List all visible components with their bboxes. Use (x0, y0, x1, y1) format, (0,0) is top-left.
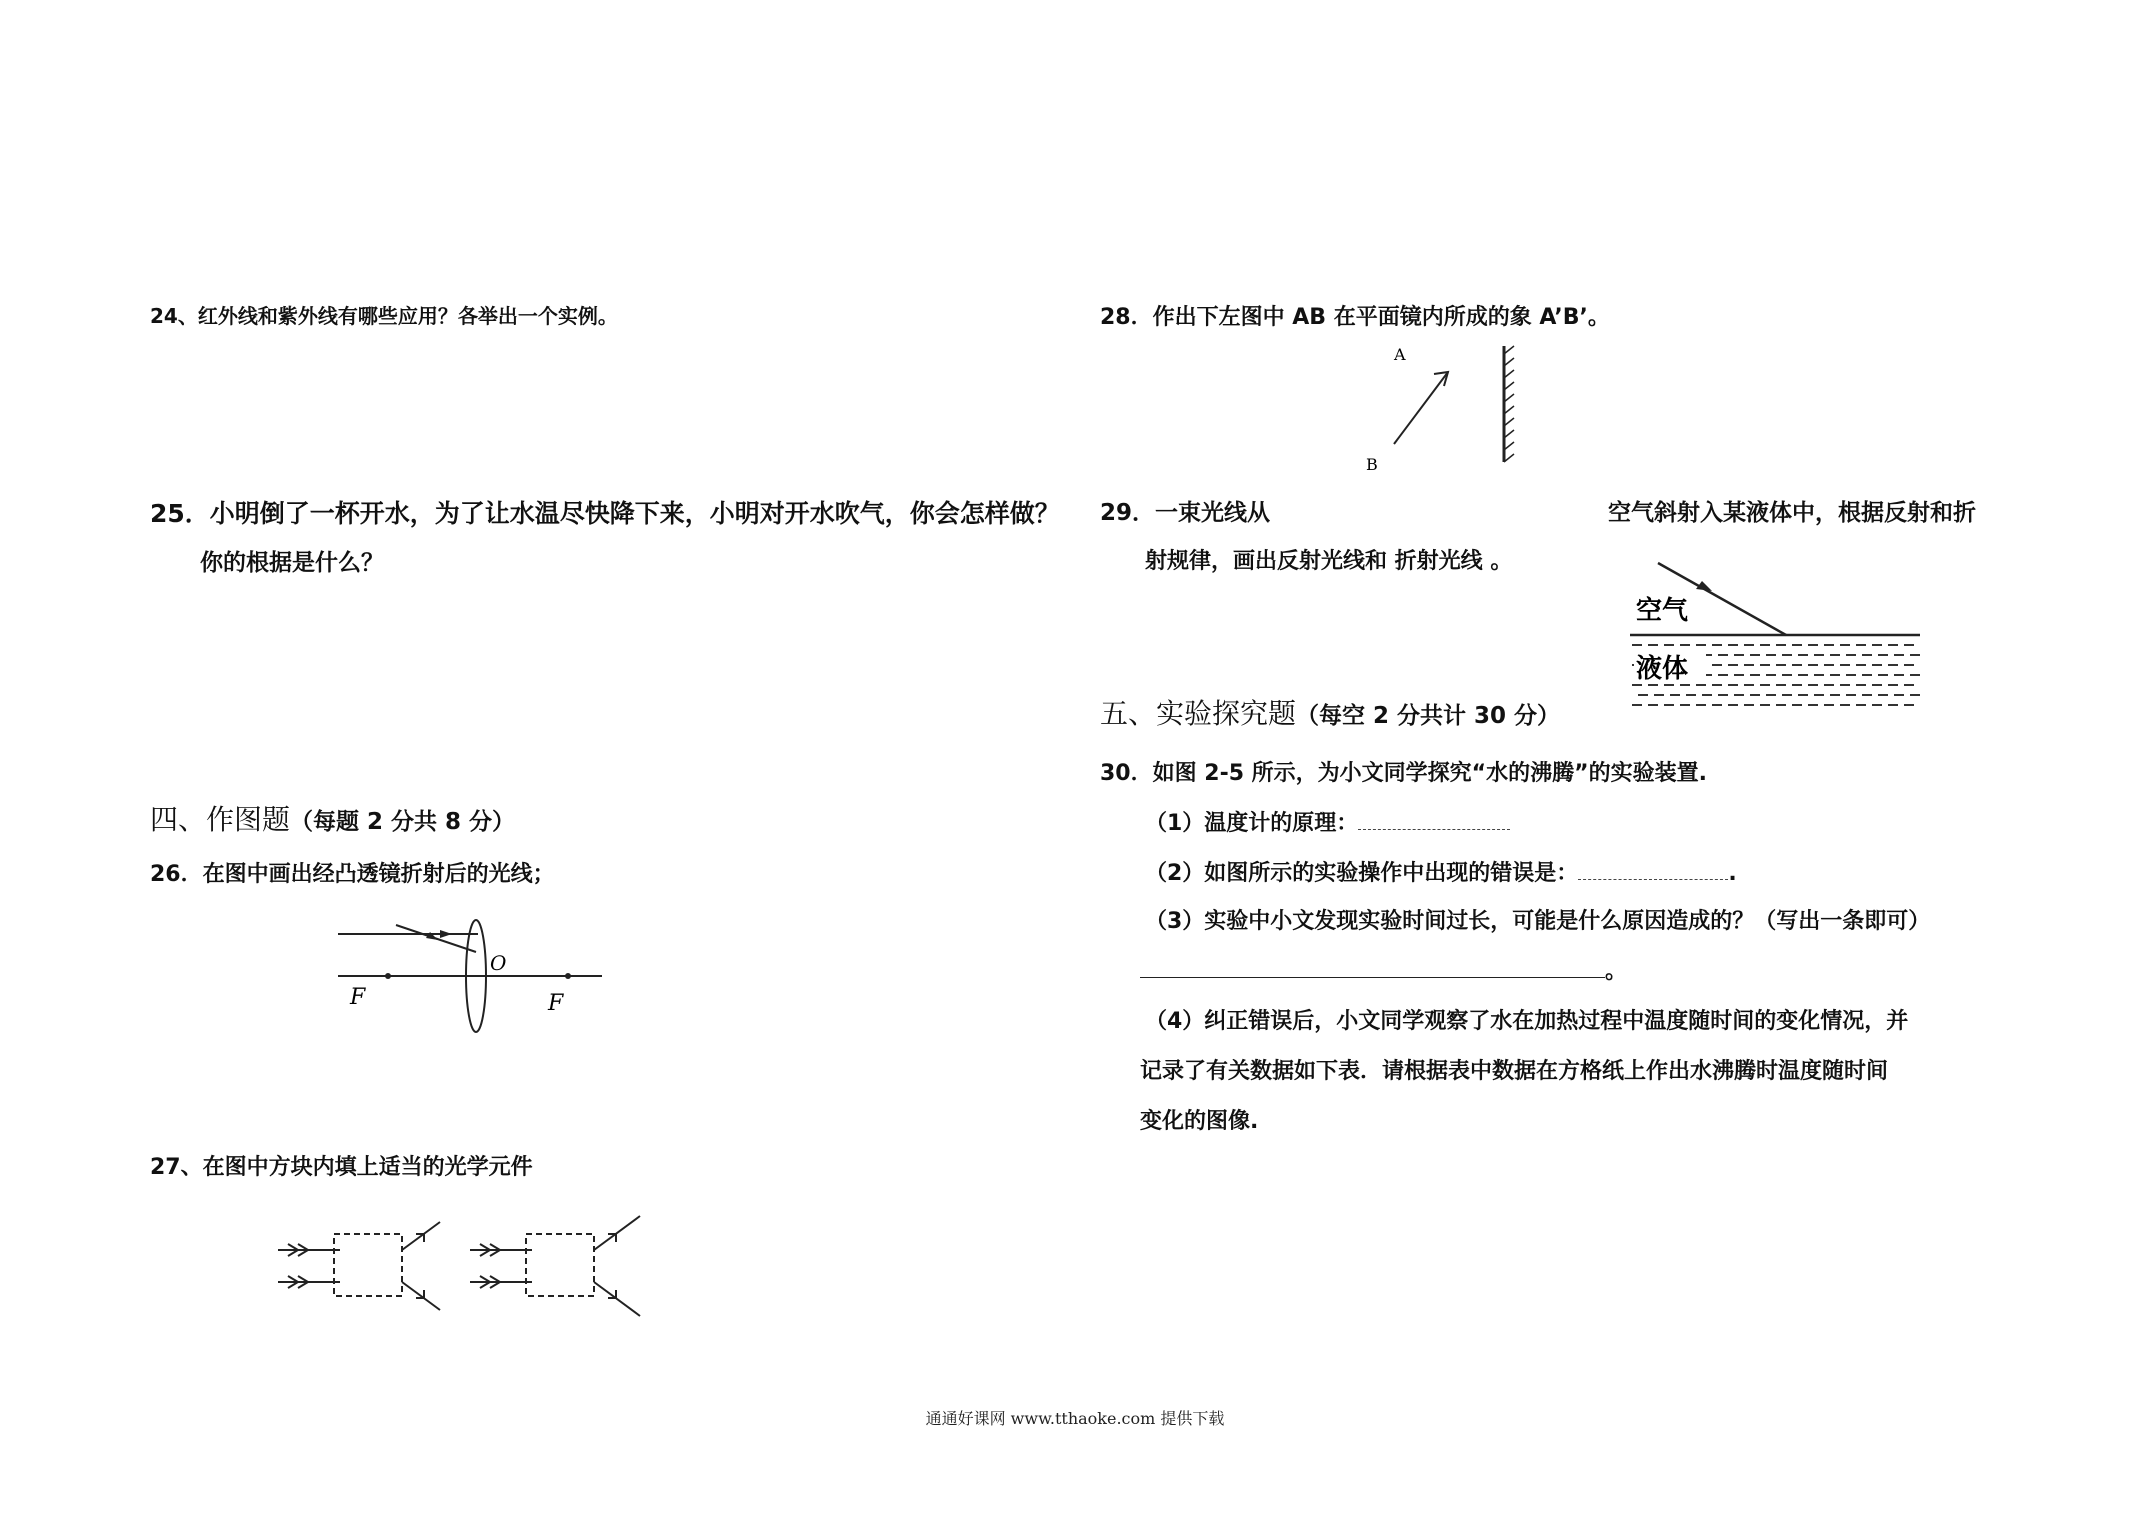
section-5-points: （每空 2 分共计 30 分） (1296, 703, 1561, 729)
question-30-1 (1145, 806, 1510, 837)
label-f-left: F (350, 985, 366, 1010)
box-diagram-2 (470, 1216, 640, 1316)
question-28: 28．作出下左图中 AB 在平面镜内所成的象 A’B’。 (1100, 305, 1610, 330)
label-b: B (1366, 455, 1378, 474)
question-30-3: （3）实验中小文发现实验时间过长，可能是什么原因造成的？（写出一条即可） (1145, 909, 1931, 934)
question-27: 27、在图中方块内填上适当的光学元件 (150, 1155, 533, 1180)
section-5-heading (1100, 692, 1560, 732)
question-30-2-text: （2）如图所示的实验操作中出现的错误是： (1145, 861, 1579, 886)
page-footer: 通通好课网 www.tthaoke.com 提供下载 (925, 1409, 1225, 1428)
answer-blank-3[interactable] (1140, 957, 1605, 978)
question-29-part2: 空气斜射入某液体中，根据反射和折 (1608, 500, 1976, 526)
question-29-part1: 一束光线从 (1155, 500, 1270, 526)
question-30-2-end: . (1728, 861, 1737, 886)
focal-point-right (565, 973, 571, 979)
box-diagram-1 (278, 1222, 440, 1310)
object-ab (1394, 372, 1448, 444)
question-30-1-text: （1）温度计的原理： (1145, 811, 1359, 836)
question-30-4-line2: 记录了有关数据如下表．请根据表中数据在方格纸上作出水沸腾时温度随时间 (1140, 1059, 1889, 1084)
label-a: A (1394, 345, 1406, 364)
label-liquid: 液体 (1636, 654, 1689, 684)
question-25-line1: 25．小明倒了一杯开水，为了让水温尽快降下来，小明对开水吹气，你会怎样做？ (150, 499, 1060, 528)
label-f-right: F (548, 991, 564, 1016)
plane-mirror-diagram (1360, 340, 1540, 480)
ray-arrow-icon (1696, 581, 1712, 591)
question-30-3-end: 。 (1605, 959, 1628, 984)
question-30-3-answer (1140, 954, 1627, 985)
question-25-line2: 你的根据是什么？ (200, 550, 384, 576)
answer-blank-1[interactable] (1358, 809, 1510, 830)
question-29-line2: 射规律，画出反射光线和 折射光线 。 (1145, 549, 1513, 574)
dashed-box-1 (334, 1234, 402, 1296)
question-30-4-line3: 变化的图像. (1140, 1109, 1259, 1134)
question-30-2 (1145, 856, 1737, 887)
section-4-points: （每题 2 分共 8 分） (290, 809, 516, 835)
question-26: 26．在图中画出经凸透镜折射后的光线； (150, 862, 555, 887)
answer-blank-2[interactable] (1578, 859, 1728, 880)
convex-lens-diagram (330, 910, 610, 1040)
question-30-4-line1: （4）纠正错误后，小文同学观察了水在加热过程中温度随时间的变化情况，并 (1145, 1009, 1909, 1034)
question-29-num: 29． (1100, 500, 1156, 526)
ray-arrow-icon (440, 930, 452, 938)
section-4-heading (150, 798, 515, 838)
section-4-title: 四、作图题 (150, 803, 291, 836)
question-30: 30．如图 2-5 所示，为小文同学探究“水的沸腾”的实验装置. (1100, 761, 1707, 786)
section-5-title: 五、实验探究题 (1100, 697, 1297, 730)
focal-point-left (385, 973, 391, 979)
label-o: O (490, 951, 507, 975)
label-air: 空气 (1636, 596, 1689, 626)
optical-element-boxes-diagram (270, 1210, 670, 1330)
refraction-diagram (1630, 555, 1926, 715)
dashed-box-2 (526, 1234, 594, 1296)
question-24: 24、红外线和紫外线有哪些应用？各举出一个实例。 (150, 304, 618, 328)
